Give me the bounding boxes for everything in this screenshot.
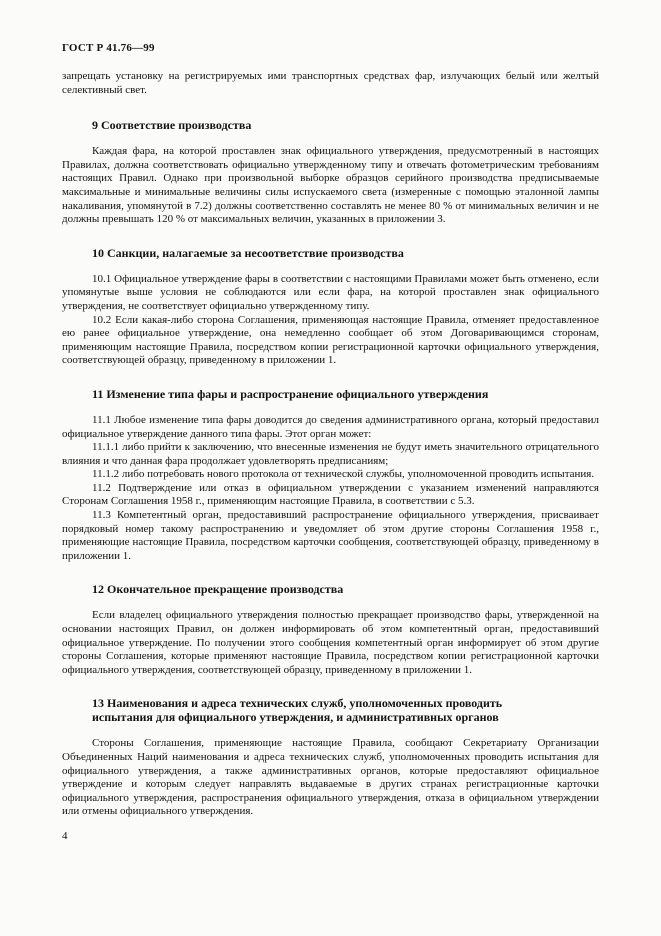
section-13-title-line-2: испытания для официального утверждения, и административных органов (92, 710, 499, 725)
section-11-1-paragraph: 11.1 Любое изменение типа фары доводится до сведения административного органа, который предоставил официальное утверждение данного типа фары. Этот орган может: (62, 413, 599, 440)
section-13-title (62, 696, 599, 724)
section-12-title: 12 Окончательное прекращение производства (92, 582, 344, 597)
page-number: 4 (62, 830, 68, 842)
section-11-title: 11 Изменение типа фары и распространение официального утверждения (92, 386, 489, 401)
section-12-paragraph: Если владелец официального утверждения полностью прекращает производство фары, утвержденной на основании настоящих Правил, он должен информировать об этом компетентный орган, предоставивший официальное утверждение. По получении этого сообщения компетентный орган информирует об этом другие стороны Соглашения, которые применяют настоящие Правила, посредством копии регистрационной карточки официального утверждения, соответствующей образцу, приведенному в приложении 1. (62, 609, 599, 676)
section-9-title: 9 Соответствие производства (92, 118, 252, 133)
section-13-title-line-1: 13 Наименования и адреса технических служб, уполномоченных проводить (92, 696, 503, 711)
section-10-title: 10 Санкции, налагаемые за несоответствие производства (92, 245, 404, 260)
section-11-2-paragraph: 11.2 Подтверждение или отказ в официальном утверждении с указанием изменений направляются Сторонам Соглашения 1958 г., применяющим настоящие Правила, в соответствии с 5.3. (62, 481, 599, 508)
intro-paragraph: запрещать установку на регистрируемых ими транспортных средствах фар, излучающих белый или желтый селективный свет. (62, 70, 599, 96)
document-code-header: ГОСТ Р 41.76—99 (62, 42, 155, 54)
section-13-paragraph: Стороны Соглашения, применяющие настоящие Правила, сообщают Секретариату Организации Объединенных Наций наименования и адреса технических служб, уполномоченных проводить испытания для официального утверждения, а также административных органов, которые предоставляют официальное утверждение и которым следует направлять выдаваемые в других странах регистрационные карточки официального утверждения, распространения официального утверждения, отказа в официальном утверждении или отмены официального утверждения. (62, 737, 599, 818)
section-11-1-2-paragraph: 11.1.2 либо потребовать нового протокола от технической службы, уполномоченной проводить испытания. (92, 468, 595, 481)
page-content (62, 70, 599, 819)
section-11-3-paragraph: 11.3 Компетентный орган, предоставивший распространение официального утверждения, присваивает порядковый номер такому распространению и уведомляет об этом другие стороны Соглашения 1958 г., применяющие настоящие Правила, посредством карточки сообщения, соответствующей образцу, приведенному в приложении 1. (62, 509, 599, 562)
section-10-2-paragraph: 10.2 Если какая-либо сторона Соглашения, применяющая настоящие Правила, отменяет предоставленное ею ранее официальное утверждение, она немедленно сообщает об этом Договаривающимся сторонам, применяющим настоящие Правила, посредством копии регистрационной карточки официального утверждения, соответствующей образцу, приведенному в приложении 1. (62, 313, 599, 367)
section-11-1-1-paragraph: 11.1.1 либо прийти к заключению, что внесенные изменения не будут иметь значительного отрицательного влияния и что данная фара продолжает удовлетворять предписаниям; (62, 441, 599, 467)
section-9-paragraph: Каждая фара, на которой проставлен знак официального утверждения, предусмотренный в настоящих Правилах, должна соответствовать официально утвержденному типу и отвечать фотометрическим требованиям настоящих Правил. Однако при произвольной выборке образцов серийного производства предписываемые максимальные и минимальные величины силы испускаемого света (измеренные с помощью эталонной лампы накаливания, упомянутой в 7.2) должны соответственно составлять не менее 80 % от минимальных величин и не должны превышать 120 % от максимальных величин, указанных в приложении 3. (62, 145, 599, 226)
section-10-1-paragraph: 10.1 Официальное утверждение фары в соответствии с настоящими Правилами может быть отменено, если упомянутые выше условия не соблюдаются или если фара, на которой проставлен знак официального утверждения, не соответствует официально утвержденному типу. (62, 272, 599, 312)
